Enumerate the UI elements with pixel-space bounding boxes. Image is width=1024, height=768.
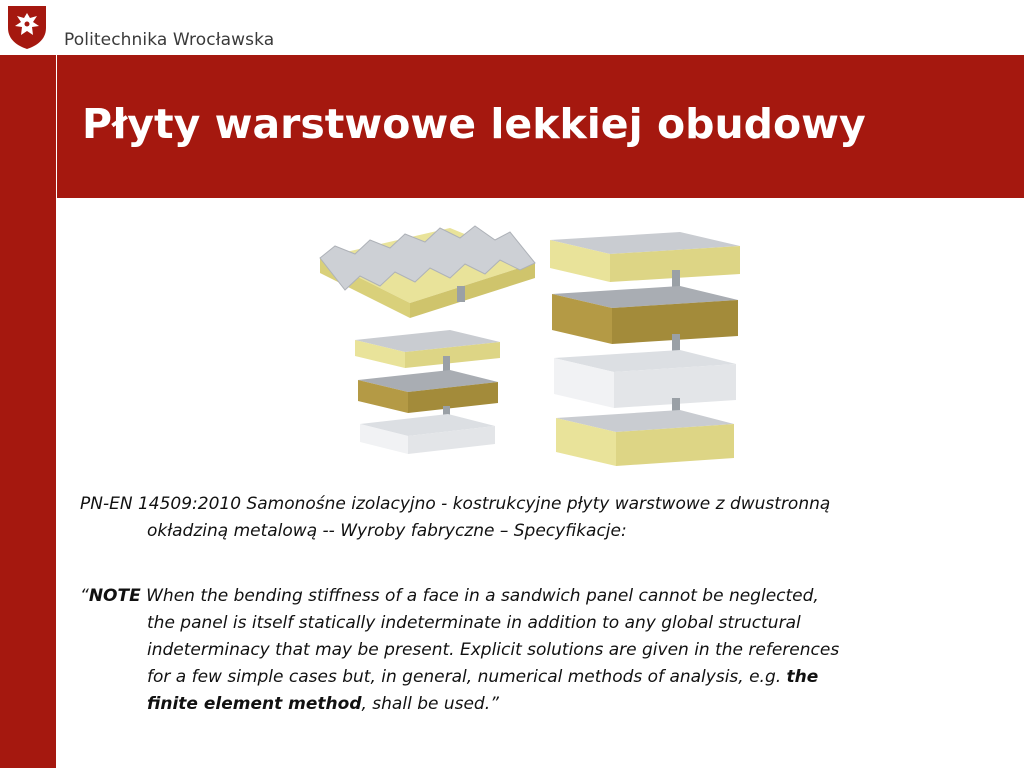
note-line-3: indeterminacy that may be present. Explicit solutions are given in the references <box>147 640 840 660</box>
standard-line-2: okładziną metalową -- Wyroby fabryczne – Specyfikacje: <box>147 521 627 541</box>
standard-reference-paragraph <box>80 491 1000 545</box>
open-quote: “ <box>80 586 89 606</box>
sandwich-panels-illustration <box>300 218 760 486</box>
note-line-4 <box>80 664 1000 691</box>
wall-panel-stack-small <box>355 330 500 454</box>
note-quote-paragraph <box>80 583 1000 718</box>
note-line-5 <box>80 691 1000 718</box>
left-accent-bar <box>0 55 56 768</box>
standard-line-1: PN-EN 14509:2010 Samonośne izolacyjno - kostrukcyjne płyty warstwowe z dwustronną <box>80 494 831 514</box>
wall-panel-stack-large <box>550 232 740 466</box>
note-line-1: When the bending stiffness of a face in a sandwich panel cannot be neglected, <box>140 586 819 606</box>
university-name: Politechnika Wrocławska <box>64 30 275 50</box>
note-label: NOTE <box>88 586 141 606</box>
note-line-5-text: , shall be used.” <box>361 694 499 714</box>
note-line-2: the panel is itself statically indeterminate in addition to any global structural <box>147 613 801 633</box>
note-line-5-bold: finite element method <box>147 694 362 714</box>
note-line-4-text: for a few simple cases but, in general, numerical methods of analysis, e.g. <box>147 667 787 687</box>
header-bar <box>0 0 1024 55</box>
roof-panel-image <box>320 226 535 318</box>
note-line-4-bold: the <box>786 667 819 687</box>
university-crest-icon <box>6 4 48 50</box>
slide-title: Płyty warstwowe lekkiej obudowy <box>82 100 866 148</box>
